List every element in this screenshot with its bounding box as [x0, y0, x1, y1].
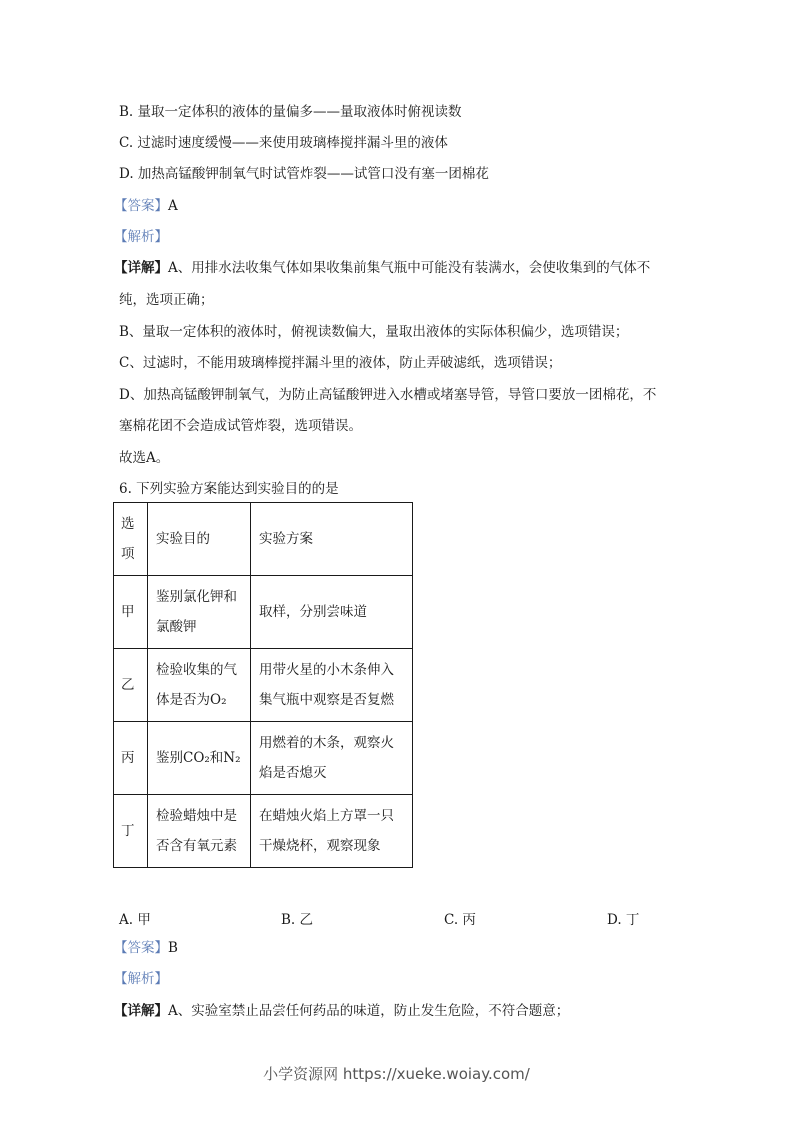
row-purpose: 鉴别氯化钾和氯酸钾 — [148, 576, 251, 649]
choice-d: D. 丁 — [607, 912, 640, 928]
row-option: 丙 — [114, 722, 148, 795]
detail-label: 【详解】 — [114, 1003, 168, 1019]
table-row — [114, 576, 413, 649]
question-6-choices — [119, 908, 659, 926]
footer-watermark: 小学资源网 https://xueke.woiay.com/ — [263, 1065, 530, 1083]
row-plan: 在蜡烛火焰上方罩一只干燥烧杯，观察现象 — [251, 795, 413, 868]
row-option: 乙 — [114, 649, 148, 722]
q6-detail-line-1 — [114, 1003, 569, 1019]
choice-b: B. 乙 — [281, 912, 314, 928]
table-row — [114, 722, 413, 795]
row-plan: 用带火星的小木条伸入集气瓶中观察是否复燃 — [251, 649, 413, 722]
answer-value: A — [168, 198, 178, 214]
detail-label: 【详解】 — [114, 260, 168, 276]
row-plan: 取样，分别尝味道 — [251, 576, 413, 649]
header-option: 选项 — [114, 503, 148, 576]
answer-value: B — [168, 940, 178, 956]
row-plan: 用燃着的木条，观察火焰是否熄灭 — [251, 722, 413, 795]
prev-detail-line-1 — [114, 260, 650, 276]
prev-analysis-label: 【解析】 — [114, 229, 168, 245]
answer-label: 【答案】 — [114, 940, 168, 956]
prev-detail-line-6: 塞棉花团不会造成试管炸裂，选项错误。 — [119, 418, 362, 434]
table-header-row — [114, 503, 413, 576]
choice-c: C. 丙 — [444, 912, 476, 928]
experiment-table — [113, 502, 413, 868]
table-row — [114, 795, 413, 868]
row-purpose: 检验蜡烛中是否含有氧元素 — [148, 795, 251, 868]
prev-option-b: B. 量取一定体积的液体的量偏多——量取液体时俯视读数 — [119, 104, 462, 120]
row-purpose: 检验收集的气体是否为O₂ — [148, 649, 251, 722]
prev-option-c: C. 过滤时速度缓慢——来使用玻璃棒搅拌漏斗里的液体 — [119, 135, 448, 151]
q6-answer — [114, 940, 178, 956]
prev-detail-line-2: 纯，选项正确； — [119, 292, 214, 308]
prev-detail-line-5: D、加热高锰酸钾制氧气，为防止高锰酸钾进入水槽或堵塞导管，导管口要放一团棉花，不 — [119, 387, 657, 403]
row-option: 甲 — [114, 576, 148, 649]
prev-answer — [114, 198, 178, 214]
prev-option-d: D. 加热高锰酸钾制氧气时试管炸裂——试管口没有塞一团棉花 — [119, 166, 489, 182]
header-plan: 实验方案 — [251, 503, 413, 576]
detail-text: A、用排水法收集气体如果收集前集气瓶中可能没有装满水，会使收集到的气体不 — [168, 260, 651, 276]
header-purpose: 实验目的 — [148, 503, 251, 576]
prev-detail-line-7: 故选A。 — [119, 450, 170, 466]
prev-detail-line-4: C、过滤时，不能用玻璃棒搅拌漏斗里的液体，防止弄破滤纸，选项错误； — [119, 355, 562, 371]
choice-a: A. 甲 — [119, 912, 151, 928]
answer-label: 【答案】 — [114, 198, 168, 214]
row-purpose: 鉴别CO₂和N₂ — [148, 722, 251, 795]
table-row — [114, 649, 413, 722]
row-option: 丁 — [114, 795, 148, 868]
detail-text: A、实验室禁止品尝任何药品的味道，防止发生危险，不符合题意； — [168, 1003, 570, 1019]
prev-detail-line-3: B、量取一定体积的液体时，俯视读数偏大，量取出液体的实际体积偏少，选项错误； — [119, 324, 629, 340]
question-6-stem: 6. 下列实验方案能达到实验目的的是 — [119, 481, 339, 497]
q6-analysis-label: 【解析】 — [114, 971, 168, 987]
